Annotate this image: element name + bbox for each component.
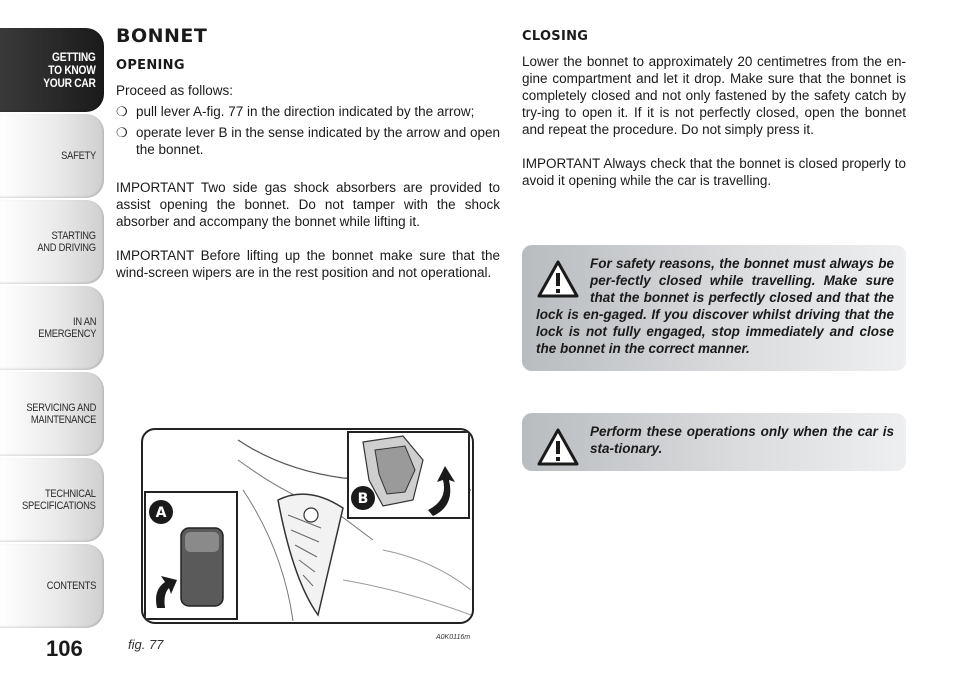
section-heading-opening: OPENING — [116, 58, 185, 73]
callout-a — [147, 498, 175, 526]
important-note: IMPORTANT Two side gas shock absorbers are provided to assist opening the bonnet. Do not tamper with the shock absorber and accompany the bonnet while lifting it. — [116, 180, 500, 229]
warning-triangle-icon — [536, 259, 580, 299]
list-item-text: operate lever B in the sense indicated by the arrow and open the bonnet. — [136, 125, 500, 157]
tab-contents[interactable] — [0, 544, 104, 628]
left-column — [116, 25, 500, 281]
tab-label: GETTING TO KNOW YOUR CAR — [43, 49, 96, 90]
tab-technical-specifications[interactable] — [0, 458, 104, 542]
page-number: 106 — [46, 636, 83, 661]
tab-getting-to-know-your-car[interactable] — [0, 28, 104, 112]
callout-b — [349, 484, 377, 512]
important-note: IMPORTANT Before lifting up the bonnet make sure that the wind-screen wipers are in the rest position and not operational. — [116, 248, 500, 280]
tab-label: IN AN EMERGENCY — [38, 316, 96, 340]
warning-box — [522, 413, 906, 471]
tab-label: TECHNICAL SPECIFICATIONS — [22, 488, 96, 512]
svg-text:B: B — [357, 491, 369, 507]
figure-code: A0K0116m — [436, 634, 471, 641]
tab-starting-and-driving[interactable] — [0, 200, 104, 284]
tab-label: SAFETY — [61, 150, 96, 162]
list-item — [116, 124, 500, 158]
tab-label: CONTENTS — [46, 580, 96, 592]
figure-caption: fig. 77 — [128, 637, 164, 652]
car-front-illustration — [143, 430, 471, 621]
bullet-circle-icon: ❍ — [116, 104, 128, 119]
list-item-text: pull lever A-fig. 77 in the direction indicated by the arrow; — [136, 104, 475, 119]
closing-text: Lower the bonnet to approximately 20 centimetres from the en-gine compartment and let it drop. Make sure that the bonnet is completely closed and not only fastened by the safety catch by try-ing to open it. If it is not perfectly closed, open the bonnet and repeat the procedure. Do not simply press it. — [522, 54, 906, 137]
step-list — [116, 103, 500, 158]
warning-triangle-icon — [536, 427, 580, 467]
svg-text:A: A — [155, 505, 167, 521]
right-column — [522, 28, 906, 189]
important-note: IMPORTANT Always check that the bonnet is closed properly to avoid it opening while the car is travelling. — [522, 156, 906, 188]
tab-label: SERVICING AND MAINTENANCE — [26, 402, 96, 426]
bullet-circle-icon: ❍ — [116, 125, 128, 140]
tab-safety[interactable] — [0, 114, 104, 198]
warning-box — [522, 245, 906, 371]
intro-text: Proceed as follows: — [116, 83, 234, 98]
warning-text: For safety reasons, the bonnet must always be per-fectly closed while travelling. Make sure that the bonnet is perfectly closed and that the lock is en-gaged. If you discover whilst driving that the lock is not fully engaged, stop immediately and close the bonnet in the correct manner. — [536, 256, 894, 356]
section-heading-closing: CLOSING — [522, 29, 589, 44]
figure-bonnet-levers — [141, 428, 474, 624]
tab-in-an-emergency[interactable] — [0, 286, 104, 370]
tab-servicing-and-maintenance[interactable] — [0, 372, 104, 456]
tab-label: STARTING AND DRIVING — [37, 230, 96, 254]
list-item — [116, 103, 500, 120]
chapter-tabs — [0, 28, 104, 630]
page-title: BONNET — [116, 25, 208, 47]
warning-text: Perform these operations only when the car is sta-tionary. — [590, 424, 894, 456]
